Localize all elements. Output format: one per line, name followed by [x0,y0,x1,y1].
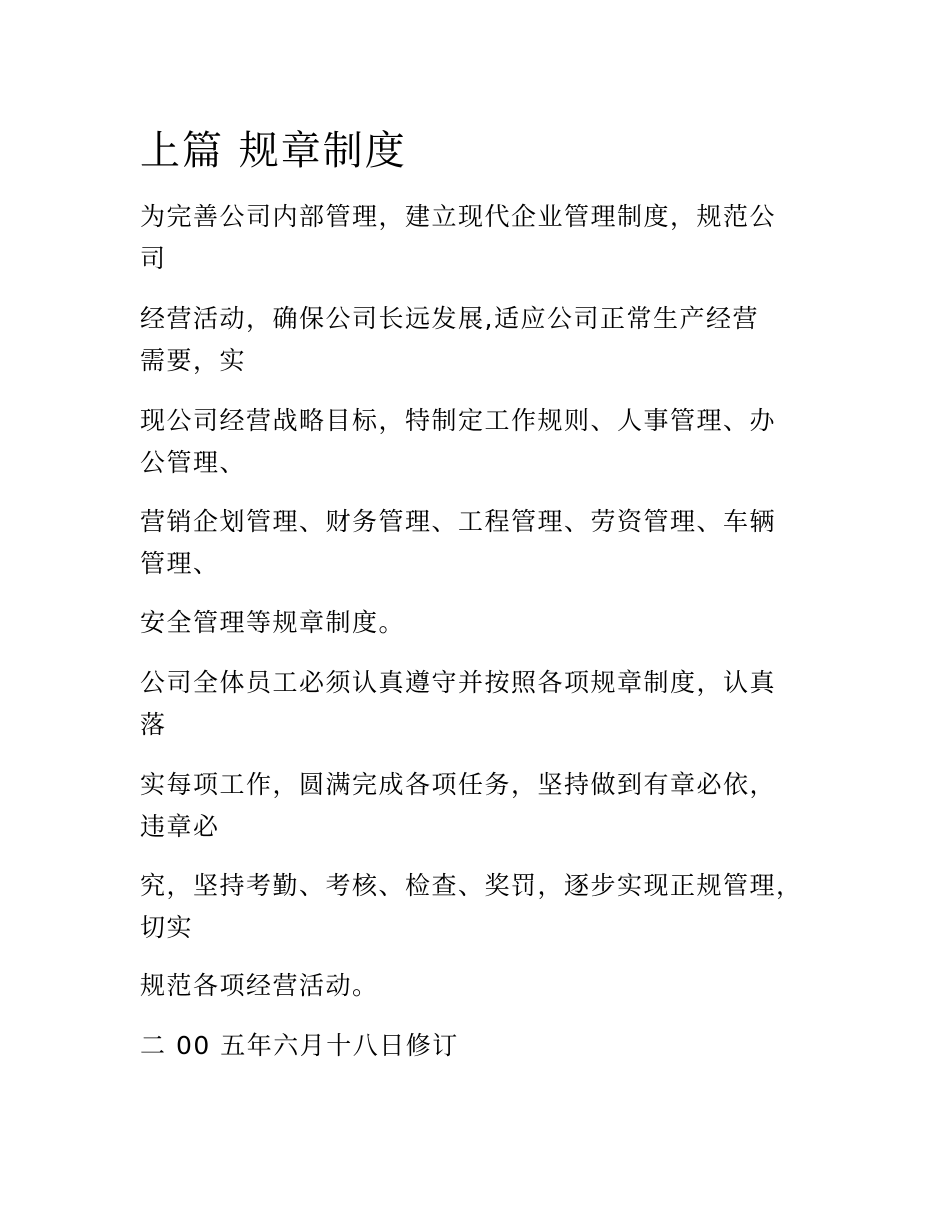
text-line: 究，坚持考勤、考核、检查、奖罚，逐步实现正规管理， [140,871,803,900]
text-line: 现公司经营战略目标，特制定工作规则、人事管理、办 [140,406,777,435]
text-line: 营销企划管理、财务管理、工程管理、劳资管理、车辆 [140,507,777,536]
text-line: 切实 [140,913,194,942]
text-line: 安全管理等规章制度。 [140,608,406,637]
text-line: 违章必 [140,812,220,841]
text-line: 管理、 [140,549,220,578]
text-line: 实每项工作，圆满完成各项任务，坚持做到有章必依， [140,770,777,799]
page-title: 上篇 规章制度 [140,128,407,174]
text-line: 公司全体员工必须认真遵守并按照各项规章制度，认真 [140,668,777,697]
text-line: 经营活动，确保公司长远发展,适应公司正常生产经营 [140,304,759,333]
text-line: 需要，实 [140,346,247,375]
text-line: 司 [140,244,167,273]
text-line: 规范各项经营活动。 [140,971,379,1000]
text-line: 落 [140,710,167,739]
revision-date: 二 00 五年六月十八日修订 [140,1031,459,1060]
text-line: 公管理、 [140,448,247,477]
text-line: 为完善公司内部管理，建立现代企业管理制度，规范公 [140,202,777,231]
